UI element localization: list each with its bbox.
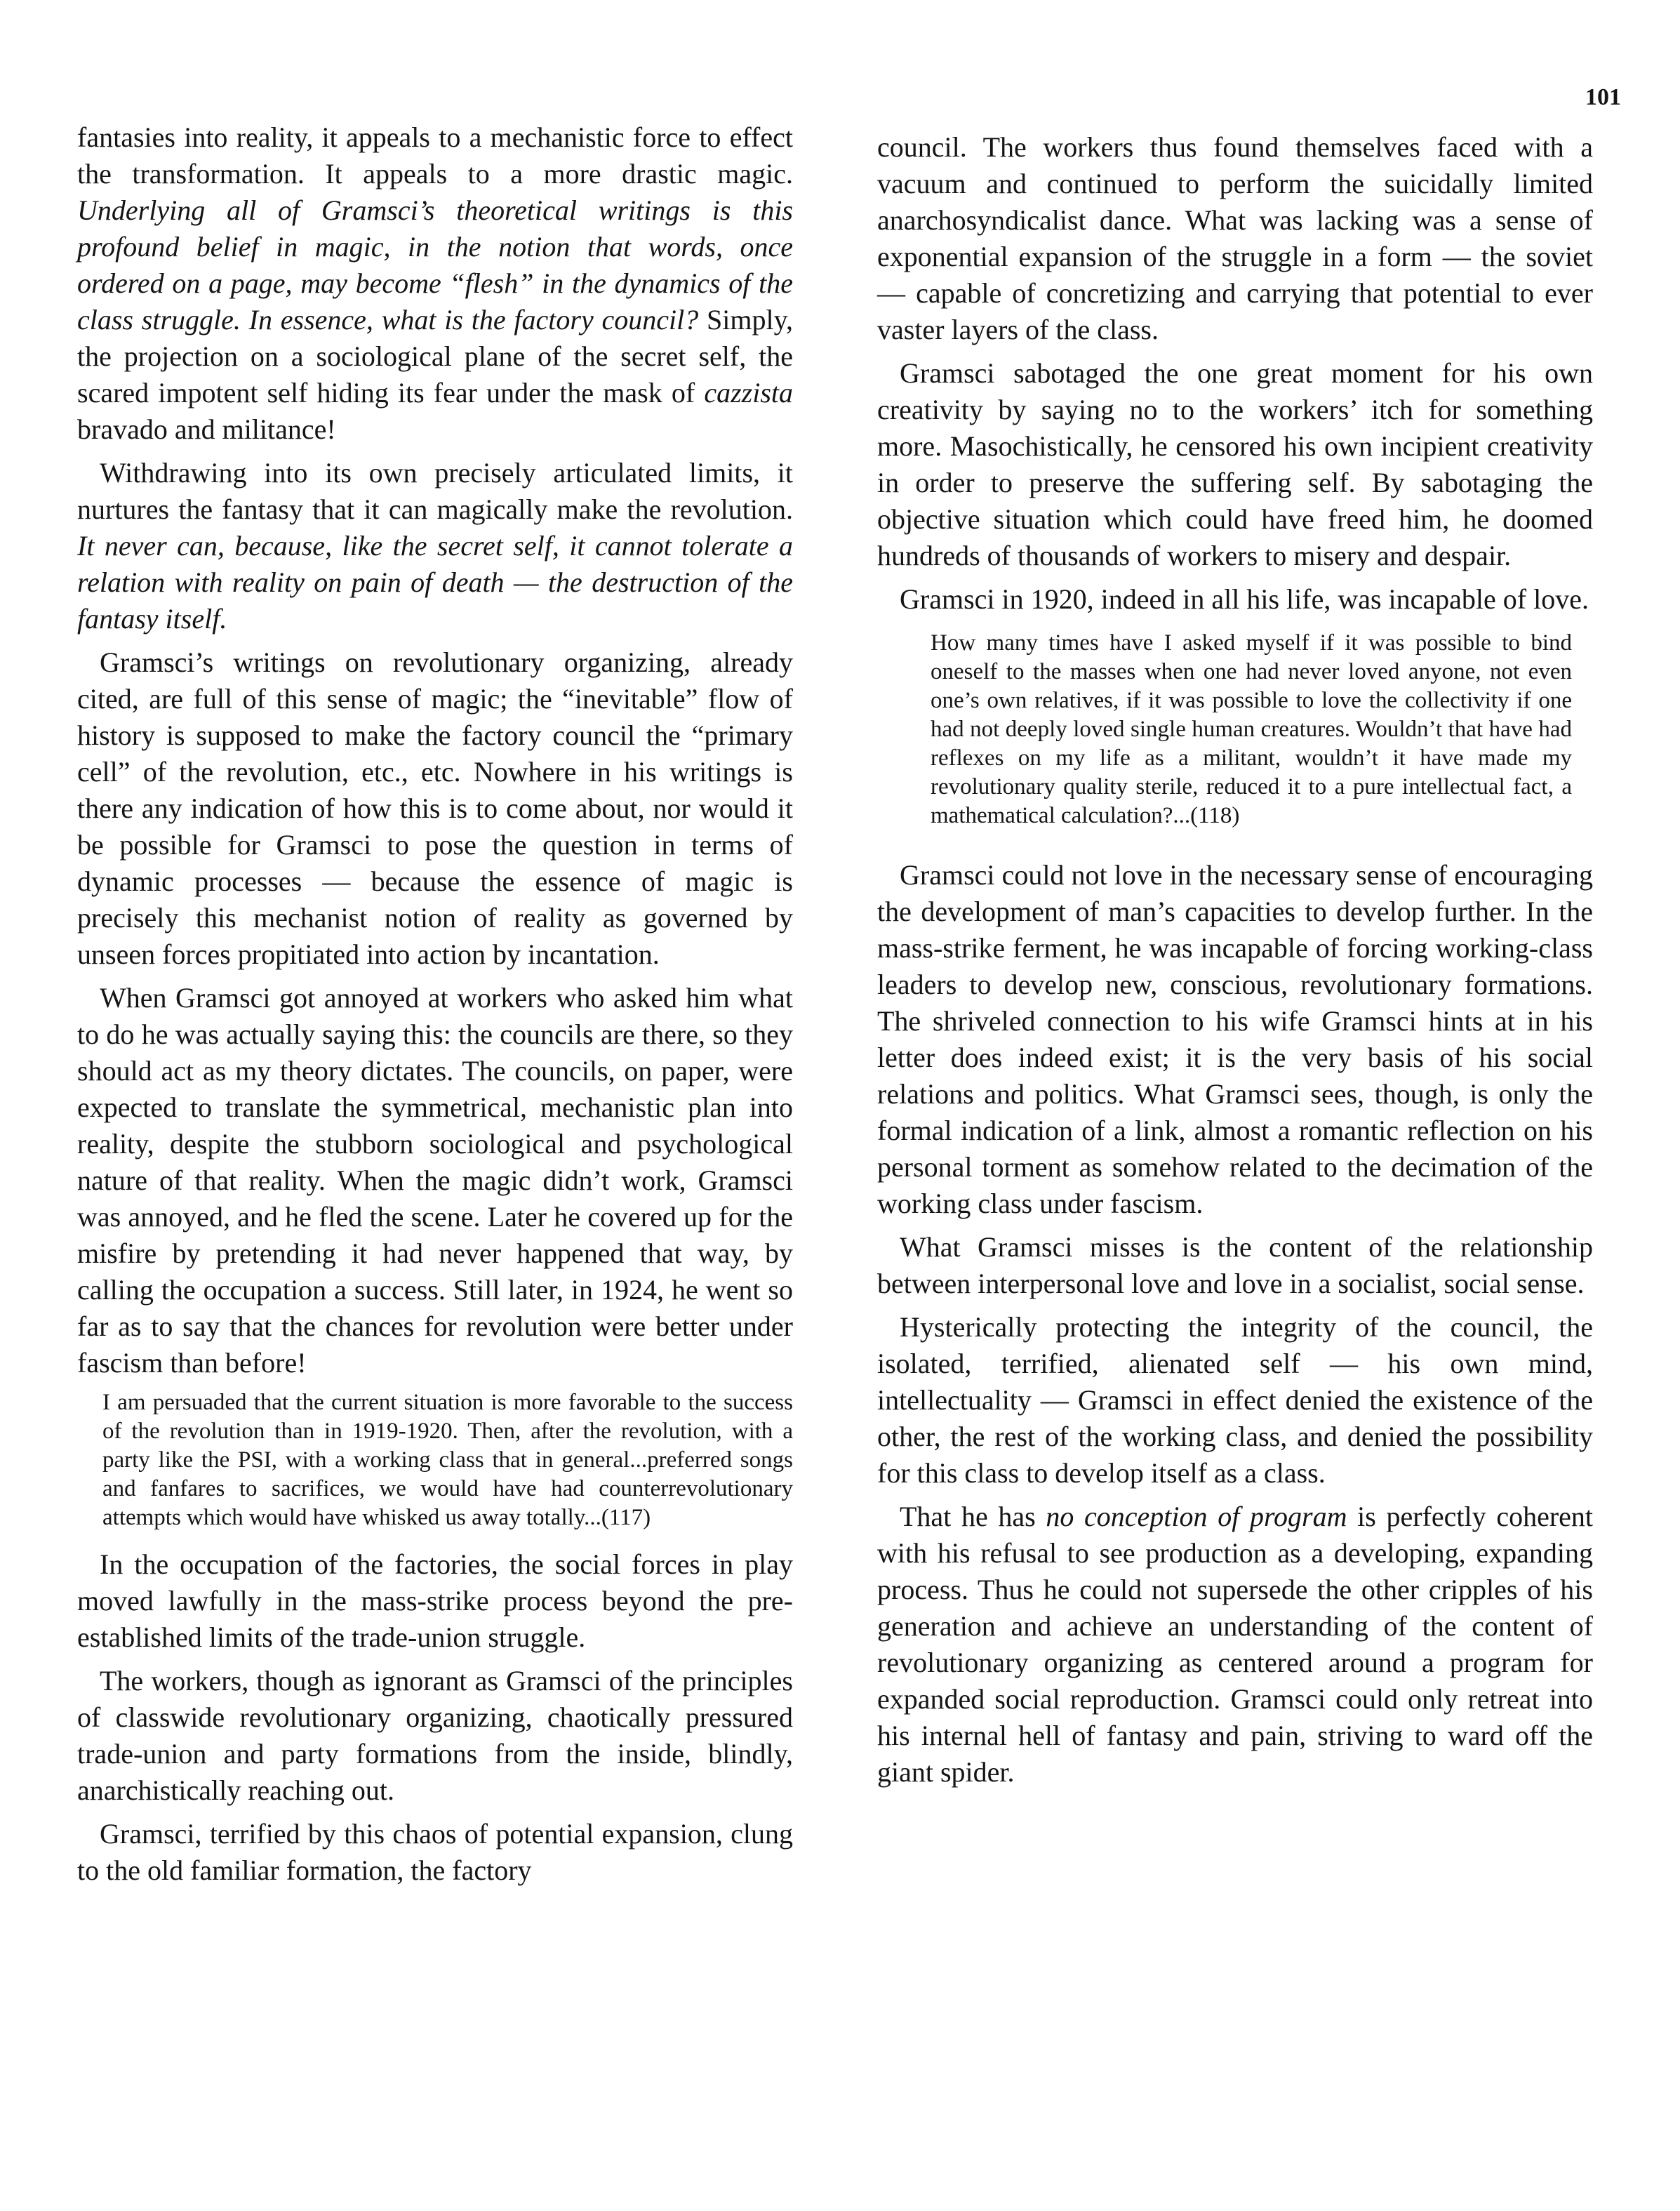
paragraph-text: fantasies into reality, it appeals to a mechanistic force to effect the transformation. It appeals to a more drastic magic. — [77, 121, 793, 190]
paragraph: When Gramsci got annoyed at workers who asked him what to do he was actually saying this: the councils are there, so they should act as my theory dictates. The councils, on paper, were expected to translate the symmetrical, mechanistic plan into reality, despite the stubborn sociological and psychological nature of that reality. When the magic didn’t work, Gramsci was annoyed, and he fled the scene. Later he covered up for the misfire by pretending it had never happened that way, by calling the occupation a success. Still later, in 1924, he went so far as to say that the chances for revolution were better under fascism than before! — [77, 982, 793, 1379]
paragraph: In the occupation of the factories, the social forces in play moved lawfully in the mass-strike process beyond the pre-established limits of the trade-union struggle. — [77, 1548, 793, 1653]
paragraph: Gramsci could not love in the necessary sense of encouraging the development of man’s capacities to develop further. In the mass-strike ferment, he was incapable of forcing working-class leaders to develop new, conscious, revolutionary formations. The shriveled connection to his wife Gramsci hints at in his letter does indeed exist; it is the very basis of his social relations and politics. What Gramsci sees, though, is only the formal indication of a link, almost a romantic reflection on his personal torment as somehow related to the decimation of the working class under fascism. — [877, 859, 1593, 1219]
paragraph — [77, 455, 793, 637]
paragraph-text: That he has — [900, 1501, 1046, 1532]
paragraph-text: Withdrawing into its own precisely articulated limits, it nurtures the fantasy that it can magically make the revolution. — [77, 457, 793, 525]
paragraph-text: Simply, the projection on a sociological plane of the secret self, the scared impotent self hiding its fear under the mask of — [77, 304, 793, 409]
paragraph-text: bravado and militance! — [77, 413, 336, 445]
italic-passage: Underlying all of Gramsci’s theoretical writings is this profound belief in magic, in the notion that words, once ordered on a page, may become “flesh” in the dynamics of the class struggle. In essence, what is the factory council? — [77, 194, 793, 336]
left-column — [77, 119, 793, 1896]
italic-term: cazzista — [704, 377, 793, 409]
paragraph-text: is perfectly coherent with his refusal to see production as a developing, expanding process. Thus he could not supersede the other cripples of his generation and achieve an understanding of the content of revolutionary organizing as centered around a program for expanded social reproduction. Gramsci could only retreat into his internal hell of fantasy and pain, striving to ward off the giant spider. — [877, 1501, 1594, 1788]
paragraph: Gramsci sabotaged the one great moment for his own creativity by saying no to the workers’ itch for something more. Masochistically, he censored his own incipient creativity in order to preserve the suffering self. By sabotaging the objective situation which could have freed him, he doomed hundreds of thousands of workers to misery and despair. — [877, 357, 1593, 571]
block-quote: How many times have I asked myself if it was possible to bind oneself to the masses when one had never loved anyone, not even one’s own relatives, if it was possible to love the collectivity if one had not deeply loved single human creatures. Wouldn’t that have had reflexes on my life as a militant, wouldn’t it have made my revolutionary quality sterile, reduced it to a pure intellectual fact, a mathematical calculation?...(118) — [931, 630, 1572, 828]
block-quote: I am persuaded that the current situation is more favorable to the success of the revolution than in 1919-1920. Then, after the revolution, with a party like the PSI, with a working class that in general...preferred songs and fanfares to sacrifices, we would have had counterrevolutionary attempts which would have whisked us away totally...(117) — [102, 1390, 793, 1530]
paragraph — [877, 1499, 1593, 1791]
paragraph: Hysterically protecting the integrity of the council, the isolated, terrified, alienated self — his own mind, intellectuality — Gramsci in effect denied the existence of the other, the rest of the working class, and denied the possibility for this class to develop itself as a class. — [877, 1311, 1593, 1489]
paragraph: Gramsci, terrified by this chaos of potential expansion, clung to the old familiar formation, the factory — [77, 1818, 793, 1886]
right-column — [877, 129, 1593, 1798]
paragraph: Gramsci in 1920, indeed in all his life, was incapable of love. — [900, 583, 1589, 615]
paragraph: council. The workers thus found themselves faced with a vacuum and continued to perform the suicidally limited anarchosyndicalist dance. What was lacking was a sense of exponential expansion of the struggle in a form — the soviet — capable of concretizing and carrying that potential to ever vaster layers of the class. — [877, 131, 1593, 345]
paragraph: What Gramsci misses is the content of the relationship between interpersonal love and love in a socialist, social sense. — [877, 1231, 1593, 1299]
paragraph: Gramsci’s writings on revolutionary organizing, already cited, are full of this sense of magic; the “inevitable” flow of history is supposed to make the factory council the “primary cell” of the revolution, etc., etc. Nowhere in his writings is there any indication of how this is to come about, nor would it be possible for Gramsci to pose the question in terms of dynamic processes — because the essence of magic is precisely this mechanist notion of reality as governed by unseen forces propitiated into action by incantation. — [77, 646, 793, 970]
italic-passage: It never can, because, like the secret self, it cannot tolerate a relation with reality on pain of death — the destruction of the fantasy itself. — [77, 530, 793, 635]
paragraph: The workers, though as ignorant as Gramsci of the principles of classwide revolutionary organizing, chaotically pressured trade-union and party formations from the inside, blindly, anarchistically reaching out. — [77, 1665, 793, 1806]
page-number: 101 — [1585, 84, 1621, 110]
italic-term: no conception of program — [1046, 1501, 1347, 1532]
paragraph — [77, 119, 793, 448]
